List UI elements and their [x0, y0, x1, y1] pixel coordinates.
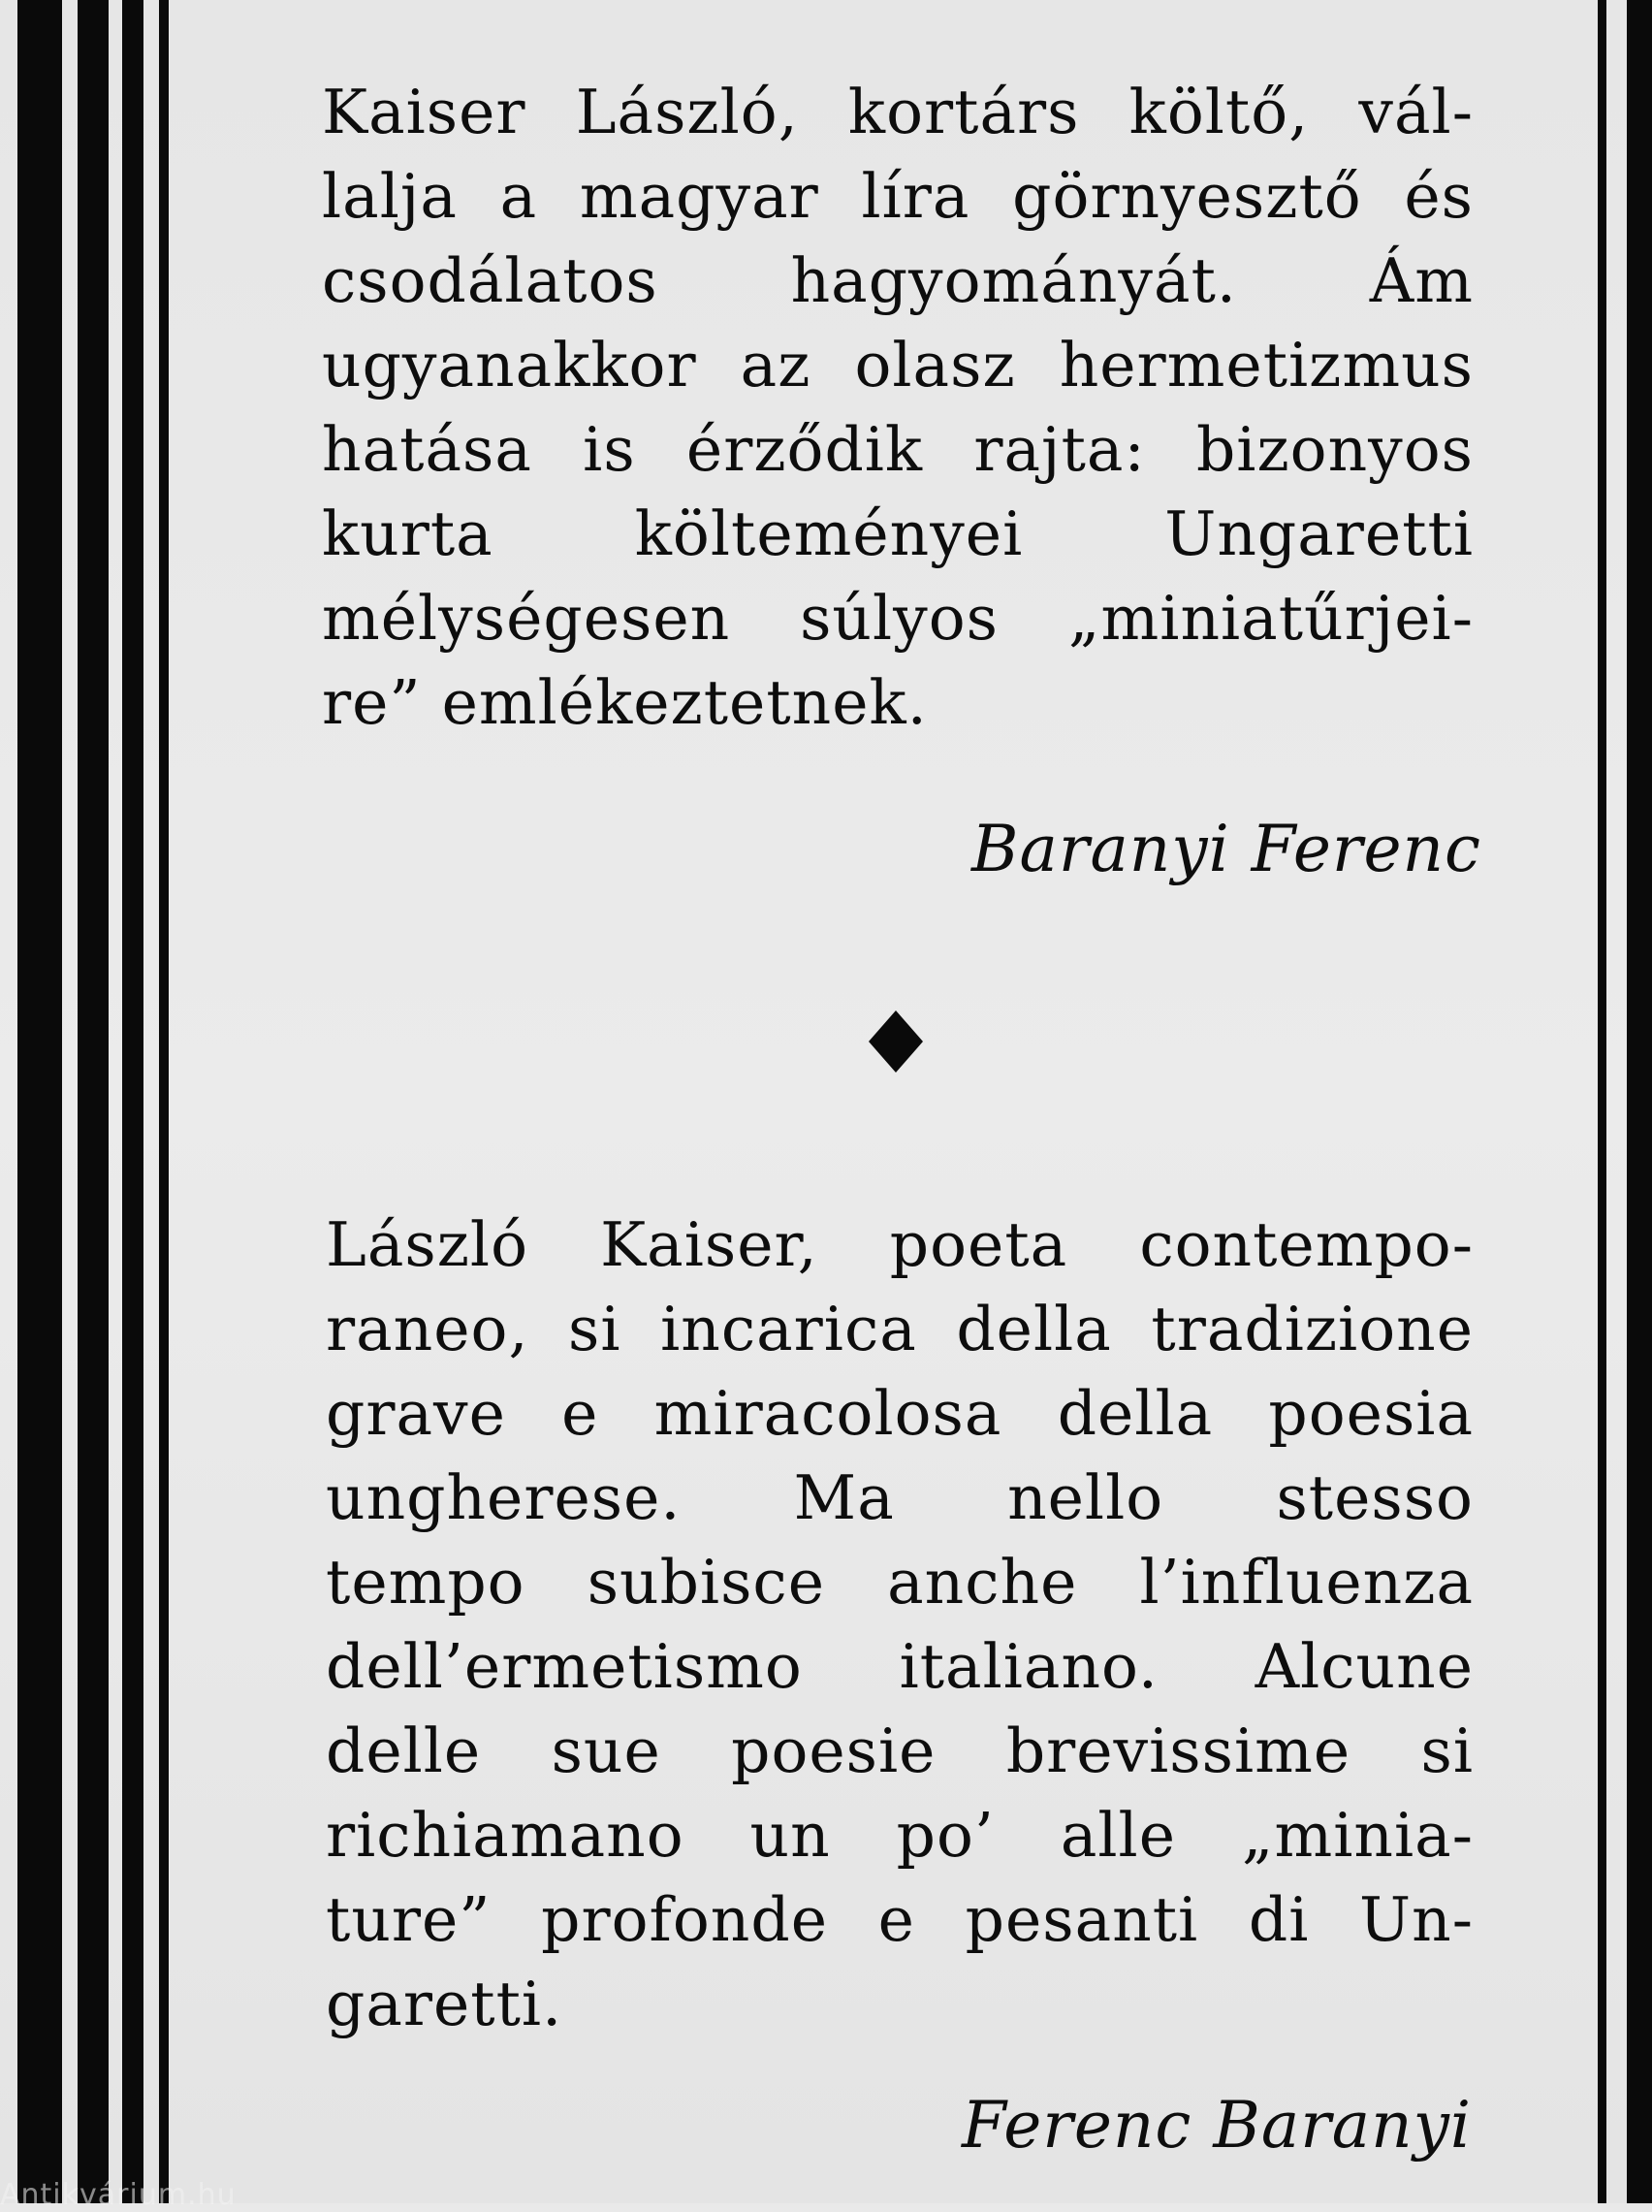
text-line: raneo, si incarica della tradizione [326, 1294, 1474, 1364]
left-border-stripe [159, 0, 169, 2203]
watermark: Antikvárium.hu [0, 2178, 237, 2212]
text-line: dell’ermetismo italiano. Alcune [326, 1631, 1474, 1702]
text-line: re” emlékeztetnek. [322, 667, 928, 738]
text-line: tempo subisce anche l’influenza [326, 1547, 1474, 1618]
text-line: ungherese. Ma nello stesso [326, 1462, 1474, 1533]
text-line: delle sue poesie brevissime si [326, 1715, 1474, 1786]
text-line: garetti. [326, 1969, 563, 2039]
hungarian-paragraph [322, 70, 1474, 745]
text-line: kurta költeményei Ungaretti [322, 498, 1474, 569]
left-border-stripe [17, 0, 62, 2203]
text-line: László Kaiser, poeta contempo- [326, 1209, 1474, 1280]
text-line: ture” profonde e pesanti di Un- [326, 1884, 1474, 1955]
left-border-stripe [122, 0, 143, 2203]
italian-signature: Ferenc Baranyi [962, 2088, 1472, 2163]
text-line: mélységesen súlyos „miniatűrjei- [322, 583, 1474, 654]
left-border-stripe [78, 0, 109, 2203]
text-line: Kaiser László, kortárs költő, vál- [322, 77, 1474, 147]
text-line: hatása is érződik rajta: bizonyos [322, 414, 1474, 485]
right-border-stripe [1598, 0, 1606, 2203]
text-line: csodálatos hagyományát. Ám [322, 245, 1474, 316]
diamond-ornament-icon [869, 1010, 923, 1073]
right-border-stripe [1627, 0, 1652, 2203]
text-line: grave e miracolosa della poesia [326, 1378, 1474, 1449]
text-line: lalja a magyar líra görnyesztő és [322, 161, 1474, 232]
text-line: richiamano un po’ alle „minia- [326, 1800, 1474, 1871]
text-line: ugyanakkor az olasz hermetizmus [322, 330, 1474, 401]
hungarian-signature: Baranyi Ferenc [971, 812, 1481, 886]
italian-paragraph [326, 1202, 1474, 2046]
